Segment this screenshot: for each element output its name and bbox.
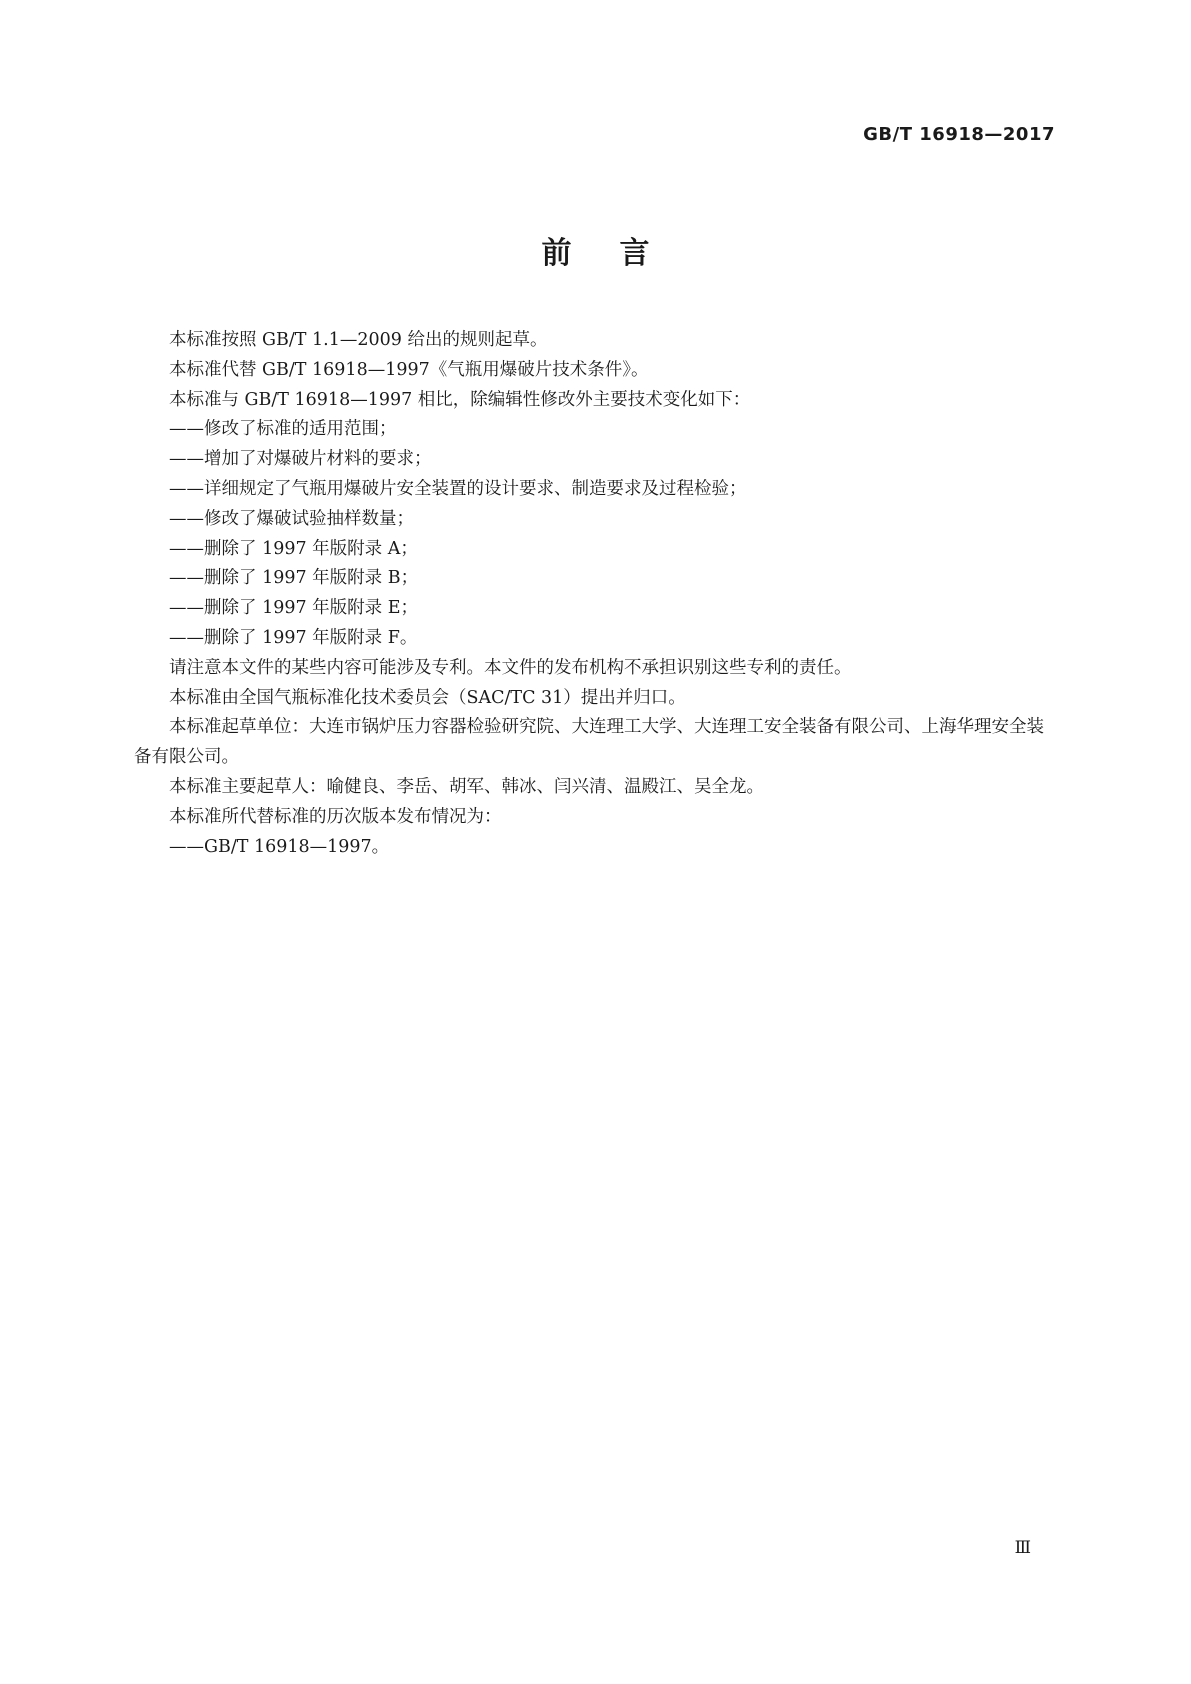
change-item: ——删除了 1997 年版附录 A； — [169, 538, 418, 559]
paragraph-changes-intro: 本标准与 GB/T 16918—1997 相比，除编辑性修改外主要技术变化如下： — [169, 389, 751, 410]
change-item: ——增加了对爆破片材料的要求； — [169, 449, 432, 470]
change-item: ——删除了 1997 年版附录 F。 — [169, 627, 418, 648]
foreword-body — [134, 326, 1056, 862]
paragraph-history-intro: 本标准所代替标准的历次版本发布情况为： — [169, 806, 502, 827]
change-item: ——删除了 1997 年版附录 B； — [169, 568, 419, 589]
paragraph-patent-notice: 请注意本文件的某些内容可能涉及专利。本文件的发布机构不承担识别这些专利的责任。 — [169, 657, 852, 678]
paragraph-drafters: 本标准主要起草人：喻健良、李岳、胡军、韩冰、闫兴清、温殿江、吴全龙。 — [169, 776, 764, 797]
paragraph-proposer: 本标准由全国气瓶标准化技术委员会（SAC/TC 31）提出并归口。 — [169, 687, 686, 708]
change-item: ——修改了爆破试验抽样数量； — [169, 508, 414, 529]
paragraph-drafting-rules: 本标准按照 GB/T 1.1—2009 给出的规则起草。 — [169, 330, 548, 350]
page-number: Ⅲ — [1014, 1538, 1031, 1558]
history-item: ——GB/T 16918—1997。 — [169, 836, 390, 857]
standard-number: GB/T 16918—2017 — [863, 124, 1055, 145]
page-title: 前言 — [541, 236, 698, 271]
paragraph-replaces: 本标准代替 GB/T 16918—1997《气瓶用爆破片技术条件》。 — [169, 359, 649, 380]
paragraph-drafting-units: 本标准起草单位：大连市锅炉压力容器检验研究院、大连理工大学、大连理工安全装备有限公司、上海华理安全装备有限公司。 — [134, 717, 1044, 768]
change-item: ——详细规定了气瓶用爆破片安全装置的设计要求、制造要求及过程检验； — [169, 478, 747, 499]
change-item: ——修改了标准的适用范围； — [169, 419, 397, 440]
change-item: ——删除了 1997 年版附录 E； — [169, 598, 418, 619]
